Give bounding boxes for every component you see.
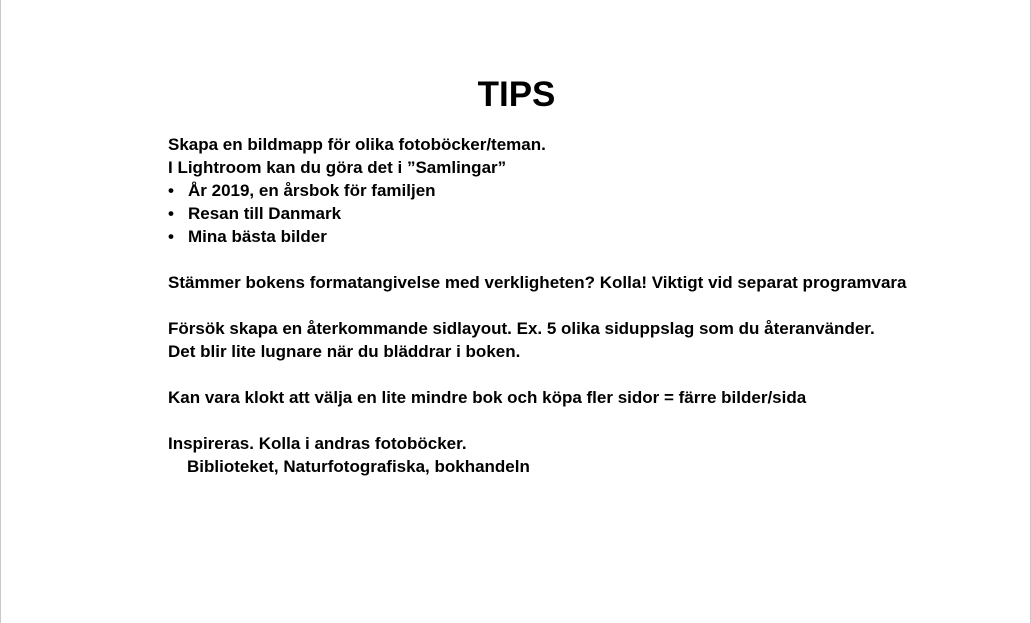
list-item (168, 225, 1008, 248)
list-item-text: Resan till Danmark (188, 204, 342, 223)
slide-title: TIPS (477, 75, 556, 114)
bullet-icon: • (168, 227, 174, 246)
tip-format-line: Stämmer bokens formatangivelse med verkligheten? Kolla! Viktigt vid separat programvara (168, 273, 907, 292)
bullet-icon: • (168, 181, 174, 200)
tip-layout-line-2: Det blir lite lugnare när du bläddrar i boken. (168, 342, 521, 361)
tip-folder-line: Skapa en bildmapp för olika fotoböcker/teman. (168, 135, 546, 154)
bullet-icon: • (168, 204, 174, 223)
spacer (168, 294, 1008, 317)
slide-body (168, 133, 1008, 478)
spacer (168, 248, 1008, 271)
list-item-text: År 2019, en årsbok för familjen (188, 181, 436, 200)
tip-book-size-line: Kan vara klokt att välja en lite mindre bok och köpa fler sidor = färre bilder/sida (168, 388, 807, 407)
list-item-text: Mina bästa bilder (188, 227, 327, 246)
bullet-list (168, 179, 1008, 248)
list-item (168, 202, 1008, 225)
tip-inspiration-sources: Biblioteket, Naturfotografiska, bokhandeln (187, 457, 530, 476)
tip-lightroom-line: I Lightroom kan du göra det i ”Samlingar” (168, 158, 507, 177)
spacer (168, 409, 1008, 432)
spacer (168, 363, 1008, 386)
tip-layout-line: Försök skapa en återkommande sidlayout. Ex. 5 olika siduppslag som du återanvänder. (168, 319, 875, 338)
list-item (168, 179, 1008, 202)
tip-inspiration-line: Inspireras. Kolla i andras fotoböcker. (168, 434, 467, 453)
